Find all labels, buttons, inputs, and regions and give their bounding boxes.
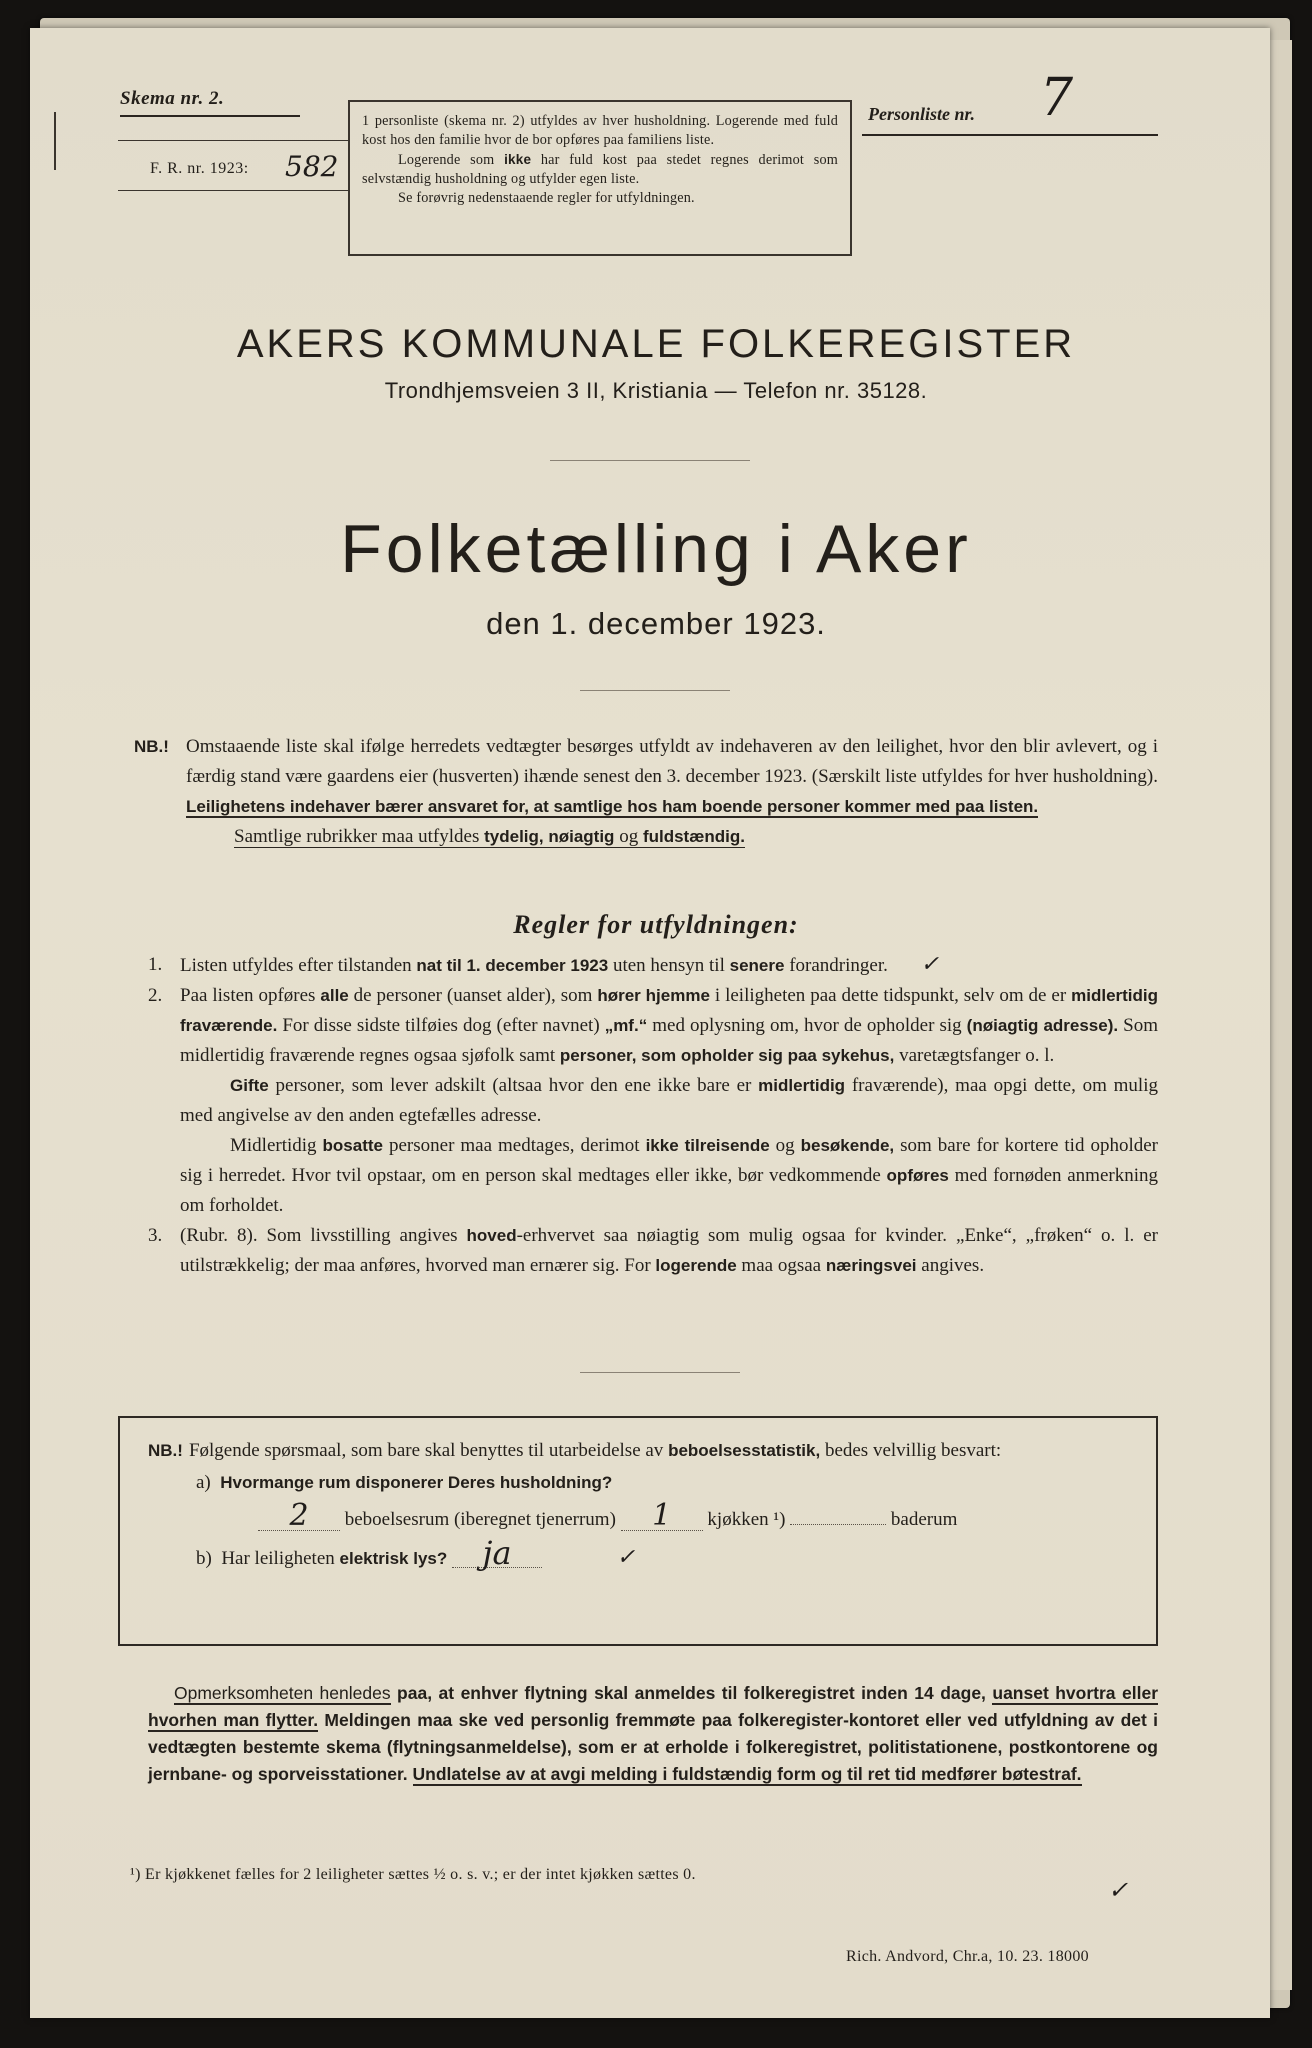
rule-bold: logerende (655, 1256, 737, 1275)
moving-notice (148, 1680, 1158, 1788)
rule-text: (Rubr. 8). Som livsstilling angives (180, 1225, 467, 1246)
check-mark: ✓ (616, 1545, 636, 1570)
printer-imprint: Rich. Andvord, Chr.a, 10. 23. 18000 (846, 1948, 1089, 1965)
rule-bold: bosatte (322, 1136, 383, 1155)
instruction-box (348, 100, 852, 256)
rule-bold: midlertidig fraværende. (180, 986, 1159, 1035)
instruction-p2-bold: ikke (504, 152, 532, 167)
nb-line2-mid: og (614, 826, 643, 847)
rule-text: Midlertidig (230, 1135, 323, 1156)
rule-text: Som midlertidig fraværende regnes ogsaa sjøfolk samt (180, 1015, 1158, 1066)
divider (580, 1372, 740, 1373)
rule-bold: midlertidig (758, 1076, 846, 1095)
electric-light-answer[interactable]: ja (452, 1539, 542, 1568)
question-b-bold: elektrisk lys? (339, 1549, 448, 1568)
rule-text: med oplysning om, hvor de opholder sig (647, 1015, 967, 1036)
organization-address: Trondhjemsveien 3 II, Kristiania — Telefon nr. 35128. (384, 378, 928, 403)
housing-statistics-box (118, 1416, 1158, 1646)
personliste-line (862, 134, 1158, 136)
fr-number-handwritten: 582 (285, 150, 339, 183)
rule-3 (148, 1221, 1158, 1281)
kitchen-label: kjøkken ¹) (707, 1509, 786, 1530)
instruction-p1: 1 personliste (skema nr. 2) utfyldes av hver husholdning. Logerende med fuld kost hos den familie hvor de bor opføres paa familiens liste. (362, 113, 838, 148)
rule-2-married (180, 1071, 1158, 1131)
rule-bold: (nøiagtig adresse). (966, 1016, 1119, 1035)
kitchen-value-field[interactable]: 1 (621, 1502, 703, 1531)
rule-text: personer maa medtages, derimot (383, 1135, 646, 1156)
rule-number: 3. (148, 1225, 163, 1246)
personliste-label: Personliste nr. (868, 104, 976, 124)
rule-bold: senere (729, 956, 785, 975)
nb2-intro (148, 1436, 1126, 1466)
organization-name: AKERS KOMMUNALE FOLKEREGISTER (236, 322, 1076, 366)
rule-text: og (769, 1135, 801, 1156)
rules-list (148, 950, 1158, 1281)
nb2-bold: beboelsesstatistik, (668, 1441, 821, 1460)
rule-2 (148, 981, 1158, 1221)
nb-text-block (134, 732, 1158, 852)
schema-underline (120, 115, 300, 117)
question-letter: b) (196, 1548, 212, 1569)
nb2-label: NB.! (148, 1441, 183, 1460)
rule-text: Listen utfyldes efter tilstanden (180, 955, 417, 976)
header-rule (118, 140, 350, 141)
rule-text: personer, som lever adskilt (altsaa hvor den ene ikke bare er (268, 1075, 759, 1096)
rule-bold: Gifte (230, 1076, 269, 1095)
fr-number-label: F. R. nr. 1923: (150, 160, 249, 177)
rule-bold: alle (320, 986, 349, 1005)
rule-bold: næringsvei (825, 1256, 917, 1275)
nb-bold-text: Leilighetens indehaver bærer ansvaret for, at samtlige hos ham boende personer kommer med paa listen. (186, 797, 1039, 816)
rule-bold: hoved (466, 1226, 517, 1245)
rule-1 (148, 950, 1158, 981)
nb-line2-bold2: fuldstændig. (642, 827, 745, 846)
rule-bold: ikke tilreisende (645, 1136, 770, 1155)
question-a-text: Hvormange rum disponerer Deres husholdning? (220, 1473, 613, 1492)
rule-text: de personer (uanset alder), som (348, 985, 598, 1006)
divider (550, 460, 750, 461)
footnote: ¹) Er kjøkkenet fælles for 2 leiligheter sættes ½ o. s. v.; er der intet kjøkken sættes 0. (130, 1866, 696, 1883)
question-letter: a) (196, 1472, 211, 1493)
rule-2-temporary (180, 1131, 1158, 1221)
question-b (148, 1534, 1126, 1574)
instruction-p2-rest: har fuld kost paa stedet regnes derimot som selvstændig husholdning og utfylder egen liste. (362, 152, 838, 187)
instruction-p2-text: Logerende som (398, 152, 505, 168)
rule-text: -erhvervet saa nøiagtig som mulig ogsaa for kvinder. „Enke“, „frøken“ o. l. er utilstrækkelig; der maa anføres, hvorved man ernærer sig. For (180, 1225, 1158, 1276)
instruction-p2 (362, 150, 838, 189)
rule-text: forandringer. (784, 955, 888, 976)
rule-bold: besøkende, (800, 1136, 895, 1155)
notice-underlined: Opmerksomheten henledes (174, 1683, 391, 1703)
rule-bold: „mf.“ (604, 1016, 648, 1035)
rules-heading: Regler for utfyldningen: (513, 910, 799, 939)
margin-bracket (54, 112, 60, 170)
rule-number: 1. (148, 954, 163, 975)
instruction-p3: Se forøvrig nedenstaaende regler for utfyldningen. (398, 190, 695, 206)
rooms-answer-row (148, 1498, 1126, 1535)
nb-line2 (186, 822, 1158, 852)
page-title: Folketælling i Aker (340, 511, 972, 587)
rule-text: Paa listen opføres (180, 985, 321, 1006)
nb-text: Omstaaende liste skal ifølge herredets vedtægter besørges utfyldt av indehaveren av den leilighet, hvor den blir avlevert, og i færdig stand være gaardens eier (husverten) ihænde senest den 3. december 1923. (Særskilt liste utfyldes for hver husholdning). (186, 736, 1158, 787)
rule-text: maa ogsaa (736, 1255, 826, 1276)
nb-notice (134, 732, 1158, 852)
nb2-text: Følgende spørsmaal, som bare skal benyttes til utarbeidelse av (188, 1440, 669, 1461)
rooms-label: beboelsesrum (iberegnet tjenerrum) (344, 1509, 616, 1530)
nb2-text: bedes velvillig besvart: (820, 1440, 1002, 1461)
bath-label: baderum (890, 1509, 958, 1530)
rule-text: For disse sidste tilføies dog (efter navnet) (277, 1015, 605, 1036)
rule-bold: personer, som opholder sig paa sykehus, (559, 1046, 895, 1065)
nb-line2-text: Samtlige rubrikker maa utfyldes (234, 826, 485, 847)
rule-text: varetægtsfanger o. l. (894, 1045, 1055, 1066)
notice-text: Meldingen maa ske ved personlig fremmøte paa folkeregister-kontoret eller ved utfyldning av det i vedtægten bestemte skema (flytningsanmeldelse), som er at erholde i folkeregistret, politistationene, postkontorene og jernbane- og sporveisstationer. (148, 1710, 1159, 1784)
notice-text: paa, at enhver flytning skal anmeldes til folkeregistret inden 14 dage, (390, 1683, 993, 1703)
rule-bold: opføres (886, 1166, 949, 1185)
divider (580, 690, 730, 691)
notice-underlined: uanset hvortra eller hvorhen man flytter. (148, 1683, 1159, 1730)
rule-bold: nat til 1. december 1923 (416, 956, 609, 975)
rule-text: fraværende), maa opgi dette, om mulig med angivelse av den anden egtefælles adresse. (180, 1075, 1158, 1126)
rule-text: i leiligheten paa dette tidspunkt, selv om de er (709, 985, 1072, 1006)
question-a (148, 1468, 1126, 1498)
rule-text: med fornøden anmerkning om forholdet. (180, 1165, 1158, 1216)
rule-number: 2. (148, 985, 163, 1006)
schema-number: Skema nr. 2. (120, 88, 225, 109)
fr-number-line (118, 190, 350, 191)
rule-text: angives. (916, 1255, 985, 1276)
census-date: den 1. december 1923. (486, 606, 826, 641)
rule-text: uten hensyn til (608, 955, 730, 976)
rooms-value-field[interactable]: 2 (258, 1502, 340, 1531)
rule-bold: hører hjemme (597, 986, 710, 1005)
nb-line2-bold1: tydelig, nøiagtig (484, 827, 615, 846)
check-mark: ✓ (1108, 1876, 1129, 1904)
nb-label: NB.! (134, 737, 169, 756)
personliste-number-handwritten: 7 (1040, 68, 1074, 128)
bath-value-field[interactable] (790, 1524, 886, 1525)
rule-text: som bare for kortere tid opholder sig i herredet. Hvor tvil opstaar, om en person skal medtages eller ikke, bør vedkommende (180, 1135, 1158, 1186)
question-b-text: Har leiligheten (221, 1548, 340, 1569)
check-mark: ✓ (920, 952, 940, 977)
notice-underlined: Undlatelse av at avgi melding i fuldstændig form og til ret tid medfører bøtestraf. (412, 1764, 1082, 1784)
